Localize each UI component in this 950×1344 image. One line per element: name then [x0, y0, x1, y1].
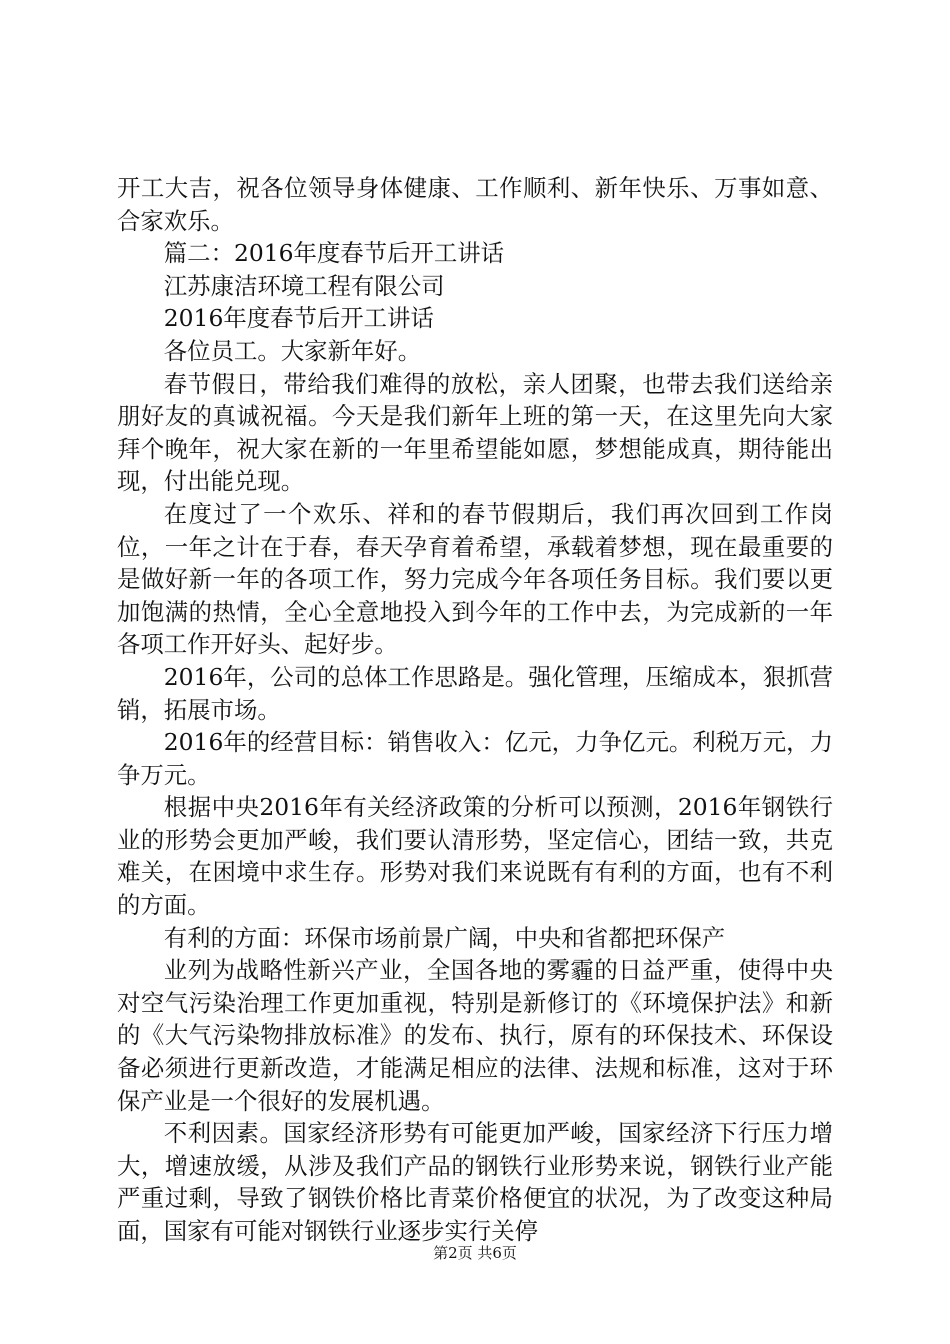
paragraph: 春节假日，带给我们难得的放松，亲人团聚，也带去我们送给亲朋好友的真诚祝福。今天是我们新年上班的第一天，在这里先向大家拜个晚年，祝大家在新的一年里希望能如愿，梦想能成真，期待能出现，付出能兑现。 — [117, 369, 833, 496]
company-name: 江苏康洁环境工程有限公司 — [163, 271, 445, 300]
section-heading: 篇二：2016年度春节后开工讲话 — [163, 239, 505, 268]
paragraph: 根据中央2016年有关经济政策的分析可以预测，2016年钢铁行业的形势会更加严峻，我们要认清形势，坚定信心，团结一致，共克难关，在困境中求生存。形势对我们来说既有有利的方面，也有不利的方面。 — [117, 793, 833, 920]
salutation: 各位员工。大家新年好。 — [163, 336, 422, 365]
paragraph: 开工大吉，祝各位领导身体健康、工作顺利、新年快乐、万事如意、合家欢乐。 — [117, 174, 833, 235]
paragraph: 不利因素。国家经济形势有可能更加严峻，国家经济下行压力增大，增速放缓，从涉及我们产品的钢铁行业形势来说，钢铁行业产能严重过剩，导致了钢铁价格比青菜价格便宜的状况，为了改变这种局面，国家有可能对钢铁行业逐步实行关停 — [117, 1119, 833, 1245]
paragraph: 2016年，公司的总体工作思路是。强化管理，压缩成本，狠抓营销，拓展市场。 — [117, 662, 833, 724]
page-number-footer: 第2页 共6页 — [433, 1244, 517, 1262]
paragraph: 业列为战略性新兴产业，全国各地的雾霾的日益严重，使得中央对空气污染治理工作更加重视，特别是新修订的《环境保护法》和新的《大气污染物排放标准》的发布、执行，原有的环保技术、环保设备必须进行更新改造，才能满足相应的法律、法规和标准，这对于环保产业是一个很好的发展机遇。 — [117, 956, 833, 1115]
speech-title: 2016年度春节后开工讲话 — [163, 304, 434, 333]
paragraph: 有利的方面：环保市场前景广阔，中央和省都把环保产 — [163, 923, 726, 952]
paragraph: 2016年的经营目标：销售收入：亿元，力争亿元。利税万元，力争万元。 — [117, 728, 833, 789]
paragraph: 在度过了一个欢乐、祥和的春节假期后，我们再次回到工作岗位，一年之计在于春，春天孕育着希望，承载着梦想，现在最重要的是做好新一年的各项工作，努力完成今年各项任务目标。我们要以更加饱满的热情，全心全意地投入到今年的工作中去，为完成新的一年各项工作开好头、起好步。 — [117, 499, 833, 659]
document-body — [117, 172, 833, 1248]
